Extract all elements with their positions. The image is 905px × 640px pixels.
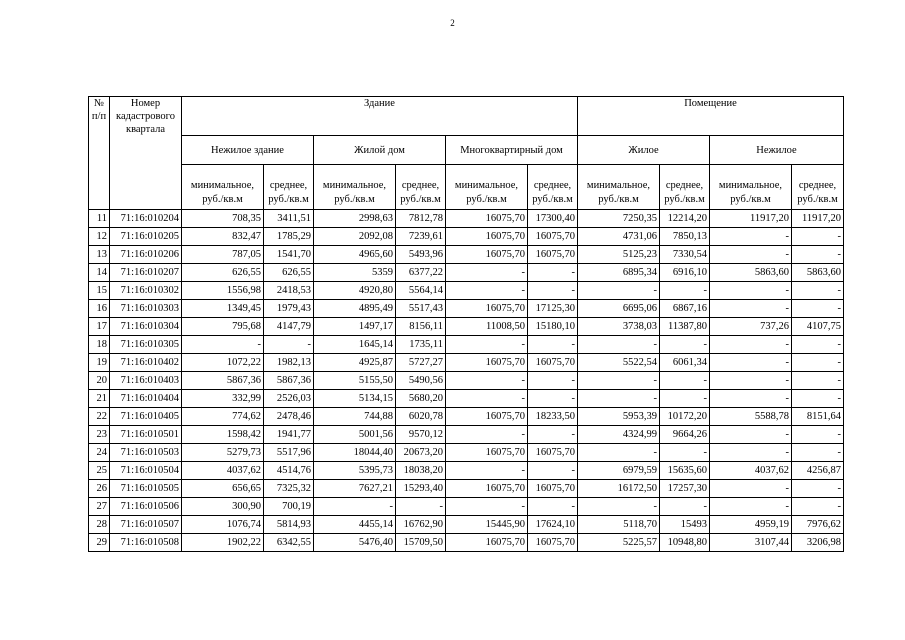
value-cell: - <box>710 426 792 444</box>
value-cell: 7239,61 <box>396 228 446 246</box>
row-number: 19 <box>89 354 110 372</box>
value-cell: 11917,20 <box>792 210 844 228</box>
value-cell: 18044,40 <box>314 444 396 462</box>
value-cell: 4925,87 <box>314 354 396 372</box>
value-cell: 6867,16 <box>660 300 710 318</box>
value-cell: - <box>528 264 578 282</box>
value-cell: 17125,30 <box>528 300 578 318</box>
value-cell: 15635,60 <box>660 462 710 480</box>
row-number: 14 <box>89 264 110 282</box>
cadastral-number: 71:16:010305 <box>110 336 182 354</box>
value-cell: 1349,45 <box>182 300 264 318</box>
value-cell: 8156,11 <box>396 318 446 336</box>
table-row <box>89 228 844 246</box>
value-cell: - <box>528 462 578 480</box>
table-row <box>89 480 844 498</box>
header-min: минимальное, руб./кв.м <box>446 165 528 210</box>
value-cell: - <box>710 480 792 498</box>
value-cell: - <box>578 336 660 354</box>
value-cell: 332,99 <box>182 390 264 408</box>
header-avg: среднее, руб./кв.м <box>264 165 314 210</box>
row-number: 12 <box>89 228 110 246</box>
value-cell: 1076,74 <box>182 516 264 534</box>
value-cell: 15709,50 <box>396 534 446 552</box>
value-cell: 5118,70 <box>578 516 660 534</box>
value-cell: - <box>710 228 792 246</box>
table-row <box>89 516 844 534</box>
value-cell: 2526,03 <box>264 390 314 408</box>
value-cell: 1979,43 <box>264 300 314 318</box>
value-cell: 16075,70 <box>446 246 528 264</box>
value-cell: - <box>660 336 710 354</box>
value-cell: 5225,57 <box>578 534 660 552</box>
row-number: 24 <box>89 444 110 462</box>
value-cell: 10948,80 <box>660 534 710 552</box>
value-cell: 1645,14 <box>314 336 396 354</box>
value-cell: - <box>660 498 710 516</box>
table-row <box>89 408 844 426</box>
value-cell: - <box>792 390 844 408</box>
table-row <box>89 534 844 552</box>
value-cell: 5001,56 <box>314 426 396 444</box>
value-cell: 1735,11 <box>396 336 446 354</box>
value-cell: 300,90 <box>182 498 264 516</box>
value-cell: - <box>578 444 660 462</box>
header-apartment-building: Многоквартирный дом <box>446 136 578 165</box>
value-cell: 7812,78 <box>396 210 446 228</box>
value-cell: 5867,36 <box>264 372 314 390</box>
value-cell: - <box>792 336 844 354</box>
cadastral-number: 71:16:010405 <box>110 408 182 426</box>
header-nonresidential: Нежилое <box>710 136 844 165</box>
table-body <box>89 210 844 552</box>
value-cell: - <box>446 372 528 390</box>
cadastral-number: 71:16:010302 <box>110 282 182 300</box>
value-cell: 8151,64 <box>792 408 844 426</box>
value-cell: 17257,30 <box>660 480 710 498</box>
table-row <box>89 336 844 354</box>
header-avg: среднее, руб./кв.м <box>528 165 578 210</box>
table-row <box>89 318 844 336</box>
value-cell: 11387,80 <box>660 318 710 336</box>
cadastral-number: 71:16:010503 <box>110 444 182 462</box>
value-cell: 20673,20 <box>396 444 446 462</box>
row-number: 29 <box>89 534 110 552</box>
value-cell: 6020,78 <box>396 408 446 426</box>
cadastral-number: 71:16:010506 <box>110 498 182 516</box>
value-cell: 774,62 <box>182 408 264 426</box>
value-cell: 17624,10 <box>528 516 578 534</box>
row-number: 18 <box>89 336 110 354</box>
value-cell: - <box>792 498 844 516</box>
value-cell: 7850,13 <box>660 228 710 246</box>
cadastral-number: 71:16:010207 <box>110 264 182 282</box>
table-row <box>89 444 844 462</box>
value-cell: 5493,96 <box>396 246 446 264</box>
value-cell: 4731,06 <box>578 228 660 246</box>
cadastral-number: 71:16:010206 <box>110 246 182 264</box>
value-cell: - <box>792 228 844 246</box>
header-min: минимальное, руб./кв.м <box>578 165 660 210</box>
value-cell: 7976,62 <box>792 516 844 534</box>
value-cell: 18233,50 <box>528 408 578 426</box>
value-cell: 6377,22 <box>396 264 446 282</box>
value-cell: 4107,75 <box>792 318 844 336</box>
value-cell: 16075,70 <box>446 210 528 228</box>
value-cell: - <box>710 444 792 462</box>
value-cell: 6695,06 <box>578 300 660 318</box>
value-cell: 744,88 <box>314 408 396 426</box>
value-cell: - <box>528 282 578 300</box>
cadastral-value-table <box>88 96 844 552</box>
header-residential-house: Жилой дом <box>314 136 446 165</box>
value-cell: 4147,79 <box>264 318 314 336</box>
value-cell: 2998,63 <box>314 210 396 228</box>
value-cell: 3738,03 <box>578 318 660 336</box>
value-cell: 5953,39 <box>578 408 660 426</box>
table-row <box>89 462 844 480</box>
value-cell: - <box>314 498 396 516</box>
row-number: 22 <box>89 408 110 426</box>
value-cell: 6979,59 <box>578 462 660 480</box>
value-cell: 11008,50 <box>446 318 528 336</box>
value-cell: - <box>792 480 844 498</box>
value-cell: - <box>792 426 844 444</box>
value-cell: 16075,70 <box>446 480 528 498</box>
value-cell: - <box>446 498 528 516</box>
value-cell: - <box>660 390 710 408</box>
value-cell: 708,35 <box>182 210 264 228</box>
value-cell: 2418,53 <box>264 282 314 300</box>
value-cell: 16172,50 <box>578 480 660 498</box>
value-cell: 4324,99 <box>578 426 660 444</box>
value-cell: - <box>660 282 710 300</box>
value-cell: 626,55 <box>264 264 314 282</box>
value-cell: 787,05 <box>182 246 264 264</box>
cadastral-number: 71:16:010205 <box>110 228 182 246</box>
cadastral-number: 71:16:010505 <box>110 480 182 498</box>
value-cell: 5476,40 <box>314 534 396 552</box>
cadastral-number: 71:16:010504 <box>110 462 182 480</box>
value-cell: - <box>528 372 578 390</box>
value-cell: 5279,73 <box>182 444 264 462</box>
value-cell: - <box>578 282 660 300</box>
value-cell: 5490,56 <box>396 372 446 390</box>
value-cell: - <box>792 444 844 462</box>
header-avg: среднее, руб./кв.м <box>396 165 446 210</box>
value-cell: - <box>578 390 660 408</box>
value-cell: - <box>660 372 710 390</box>
value-cell: 737,26 <box>710 318 792 336</box>
value-cell: 5564,14 <box>396 282 446 300</box>
value-cell: 1072,22 <box>182 354 264 372</box>
value-cell: 4959,19 <box>710 516 792 534</box>
row-number: 13 <box>89 246 110 264</box>
table-row <box>89 264 844 282</box>
table-row <box>89 498 844 516</box>
value-cell: 4920,80 <box>314 282 396 300</box>
value-cell: 1982,13 <box>264 354 314 372</box>
table-row <box>89 354 844 372</box>
header-num: № п/п <box>89 97 110 210</box>
value-cell: 16075,70 <box>446 444 528 462</box>
value-cell: 15293,40 <box>396 480 446 498</box>
value-cell: 7325,32 <box>264 480 314 498</box>
cadastral-number: 71:16:010501 <box>110 426 182 444</box>
value-cell: 4514,76 <box>264 462 314 480</box>
header-avg: среднее, руб./кв.м <box>792 165 844 210</box>
value-cell: 795,68 <box>182 318 264 336</box>
value-cell: - <box>182 336 264 354</box>
value-cell: 16075,70 <box>528 246 578 264</box>
row-number: 26 <box>89 480 110 498</box>
header-nonresidential-building: Нежилое здание <box>182 136 314 165</box>
value-cell: 7627,21 <box>314 480 396 498</box>
value-cell: 1902,22 <box>182 534 264 552</box>
value-cell: 5680,20 <box>396 390 446 408</box>
value-cell: 5125,23 <box>578 246 660 264</box>
value-cell: 7330,54 <box>660 246 710 264</box>
value-cell: 15445,90 <box>446 516 528 534</box>
value-cell: 3206,98 <box>792 534 844 552</box>
table-row <box>89 282 844 300</box>
value-cell: 16075,70 <box>446 300 528 318</box>
value-cell: - <box>528 336 578 354</box>
value-cell: - <box>446 264 528 282</box>
value-cell: - <box>710 300 792 318</box>
value-cell: 656,65 <box>182 480 264 498</box>
table-row <box>89 390 844 408</box>
value-cell: 4256,87 <box>792 462 844 480</box>
value-cell: 832,47 <box>182 228 264 246</box>
value-cell: 1785,29 <box>264 228 314 246</box>
value-cell: 6895,34 <box>578 264 660 282</box>
value-cell: 5517,96 <box>264 444 314 462</box>
value-cell: 16075,70 <box>528 444 578 462</box>
row-number: 28 <box>89 516 110 534</box>
value-cell: 3107,44 <box>710 534 792 552</box>
value-cell: 1941,77 <box>264 426 314 444</box>
header-avg: среднее, руб./кв.м <box>660 165 710 210</box>
row-number: 17 <box>89 318 110 336</box>
value-cell: 5517,43 <box>396 300 446 318</box>
value-cell: - <box>528 426 578 444</box>
row-number: 11 <box>89 210 110 228</box>
header-premises: Помещение <box>578 97 844 136</box>
table-row <box>89 426 844 444</box>
value-cell: 1497,17 <box>314 318 396 336</box>
value-cell: 2478,46 <box>264 408 314 426</box>
value-cell: 16075,70 <box>528 534 578 552</box>
value-cell: 626,55 <box>182 264 264 282</box>
value-cell: 2092,08 <box>314 228 396 246</box>
value-cell: - <box>528 498 578 516</box>
value-cell: 3411,51 <box>264 210 314 228</box>
row-number: 15 <box>89 282 110 300</box>
value-cell: 4037,62 <box>710 462 792 480</box>
value-cell: - <box>792 246 844 264</box>
row-number: 21 <box>89 390 110 408</box>
value-cell: 16075,70 <box>446 408 528 426</box>
value-cell: 5134,15 <box>314 390 396 408</box>
value-cell: 11917,20 <box>710 210 792 228</box>
cadastral-number: 71:16:010304 <box>110 318 182 336</box>
value-cell: 700,19 <box>264 498 314 516</box>
value-cell: 5395,73 <box>314 462 396 480</box>
table-row <box>89 246 844 264</box>
row-number: 20 <box>89 372 110 390</box>
row-number: 16 <box>89 300 110 318</box>
value-cell: - <box>528 390 578 408</box>
value-cell: 4965,60 <box>314 246 396 264</box>
header-min: минимальное, руб./кв.м <box>314 165 396 210</box>
value-cell: 6916,10 <box>660 264 710 282</box>
header-min: минимальное, руб./кв.м <box>710 165 792 210</box>
value-cell: 5588,78 <box>710 408 792 426</box>
value-cell: - <box>710 372 792 390</box>
value-cell: 4455,14 <box>314 516 396 534</box>
value-cell: 1541,70 <box>264 246 314 264</box>
value-cell: - <box>792 372 844 390</box>
value-cell: - <box>710 354 792 372</box>
value-cell: - <box>710 336 792 354</box>
value-cell: 16075,70 <box>446 228 528 246</box>
value-cell: 17300,40 <box>528 210 578 228</box>
value-cell: 9664,26 <box>660 426 710 444</box>
value-cell: - <box>710 246 792 264</box>
value-cell: 7250,35 <box>578 210 660 228</box>
value-cell: - <box>578 498 660 516</box>
value-cell: 4037,62 <box>182 462 264 480</box>
header-cadastral: Номер кадастрового квартала <box>110 97 182 210</box>
value-cell: - <box>792 300 844 318</box>
table-row <box>89 372 844 390</box>
value-cell: 5359 <box>314 264 396 282</box>
value-cell: 18038,20 <box>396 462 446 480</box>
value-cell: 15493 <box>660 516 710 534</box>
table-row <box>89 210 844 228</box>
value-cell: - <box>446 426 528 444</box>
value-cell: 15180,10 <box>528 318 578 336</box>
value-cell: 16075,70 <box>528 354 578 372</box>
value-cell: 16075,70 <box>528 480 578 498</box>
value-cell: - <box>710 282 792 300</box>
value-cell: 16762,90 <box>396 516 446 534</box>
value-cell: 1556,98 <box>182 282 264 300</box>
header-building: Здание <box>182 97 578 136</box>
value-cell: 5814,93 <box>264 516 314 534</box>
row-number: 23 <box>89 426 110 444</box>
row-number: 25 <box>89 462 110 480</box>
cadastral-number: 71:16:010507 <box>110 516 182 534</box>
row-number: 27 <box>89 498 110 516</box>
table-row <box>89 300 844 318</box>
value-cell: 5867,36 <box>182 372 264 390</box>
value-cell: 4895,49 <box>314 300 396 318</box>
value-cell: 1598,42 <box>182 426 264 444</box>
value-cell: - <box>264 336 314 354</box>
value-cell: 5863,60 <box>710 264 792 282</box>
value-cell: - <box>446 462 528 480</box>
value-cell: 5522,54 <box>578 354 660 372</box>
page-number: 2 <box>450 18 455 28</box>
value-cell: 16075,70 <box>528 228 578 246</box>
value-cell: - <box>446 282 528 300</box>
value-cell: - <box>578 372 660 390</box>
cadastral-number: 71:16:010403 <box>110 372 182 390</box>
cadastral-number: 71:16:010402 <box>110 354 182 372</box>
header-min: минимальное, руб./кв.м <box>182 165 264 210</box>
value-cell: - <box>396 498 446 516</box>
value-cell: 16075,70 <box>446 354 528 372</box>
value-cell: 5727,27 <box>396 354 446 372</box>
value-cell: 10172,20 <box>660 408 710 426</box>
cadastral-number: 71:16:010204 <box>110 210 182 228</box>
cadastral-number: 71:16:010508 <box>110 534 182 552</box>
value-cell: 16075,70 <box>446 534 528 552</box>
value-cell: - <box>446 390 528 408</box>
header-residential: Жилое <box>578 136 710 165</box>
value-cell: - <box>660 444 710 462</box>
value-cell: 9570,12 <box>396 426 446 444</box>
value-cell: - <box>792 354 844 372</box>
value-cell: 5155,50 <box>314 372 396 390</box>
value-cell: 5863,60 <box>792 264 844 282</box>
value-cell: 6342,55 <box>264 534 314 552</box>
value-cell: - <box>446 336 528 354</box>
cadastral-number: 71:16:010404 <box>110 390 182 408</box>
value-cell: 12214,20 <box>660 210 710 228</box>
cadastral-number: 71:16:010303 <box>110 300 182 318</box>
value-cell: - <box>792 282 844 300</box>
value-cell: - <box>710 498 792 516</box>
value-cell: 6061,34 <box>660 354 710 372</box>
value-cell: - <box>710 390 792 408</box>
